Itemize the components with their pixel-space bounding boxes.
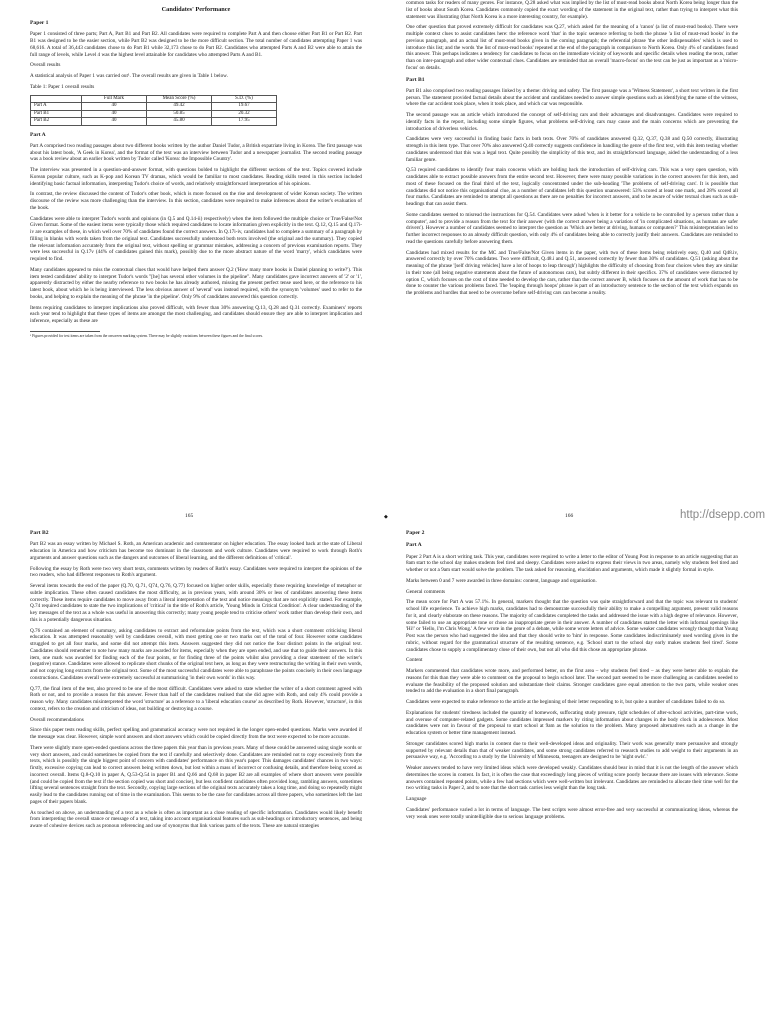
overall-results-heading: Overall results: [30, 62, 61, 69]
page-divider-mark: ◆: [384, 515, 388, 520]
partB1-heading: Part B1: [406, 76, 425, 83]
table-row: [31, 110, 277, 118]
page-paper-2: [406, 525, 738, 1020]
language-text: Candidates' performance varied a lot in terms of language. The best scripts were almost error-free and very successful at communicating ideas, whereas the very weak ones were totally unintelligible due to serious language problems.: [406, 806, 738, 820]
results-table: [30, 95, 277, 126]
partB2-paragraph: Part B2 was an essay written by Michael S. Roth, an American academic and commentator on higher education. The essay looked back at the state of Liberal education in America and how criticism has become too dominant in the classroom and work culture. Candidates were required to work through Roth's arguments and answer questions such as the dangers and outcomes of liberal learning, and the different definitions of 'critical'.: [30, 541, 362, 561]
partA-paragraph: Many candidates appeared to miss the contextual clues that would have helped them answer Q.2 ('How many more books is Daniel planning to write?'). This item tested candidates' ability to interpret Tudor's words "[he] has several other volumes in the pipeline". Many candidates gave incorrect answers of '2' or '1', apparently distracted by either the nearby reference to two books he has already authored, missing the present perfect tense used here, or the reference to his latest book, about which he is being interviewed. The less obvious answer of 'several' was instead required, with the synonym 'volumes' used to refer to the books, and helping to explain the meaning of the phrase 'in the pipeline'. Only 9% of candidates answered this question correctly.: [30, 266, 362, 300]
marks-text: Marks between 0 and 7 were awarded in three domains: content, language and organisation.: [406, 577, 597, 584]
table-cell: Part B2: [31, 118, 82, 126]
partA-paragraph: Items requiring candidates to interpret implications also proved difficult, with fewer than 30% answering Q.13, Q.28 and Q.31 correctly. Examiners' reports each year tend to highlight that these types of items are amongst the most challenging, and candidates should ensure they are able to interpret implication and inference, especially as these are: [30, 304, 362, 325]
table-cell: 45.80: [147, 118, 212, 126]
table-cell: 20.32: [212, 110, 277, 118]
partB2-paragraph: Since this paper tests reading skills, perfect spelling and grammatical accuracy were not required in the longer open-ended questions. Marks were awarded if the message was clear. However, simple word answers and short answers which could be copied directly from the text were expected to be more accurate.: [30, 727, 362, 741]
overall-results-text: A statistical analysis of Paper 1 was carried out¹. The overall results are given in Table 1 below.: [30, 73, 228, 80]
partB2-paragraph: There were slightly more open-ended questions across the three papers this year than in previous years. Many of these could be answered using single words or very short answers, and could sometimes be copied from the text if carefully and selectively done. Candidates are reminded not to copy excessively from the texts, which is possibly the single biggest point of concern with candidates' performance on this year's paper. This damages candidates' chances in two ways: firstly, excessive copying can lead to correct answers being written down, but lost within a mass of incorrect or confusing details, and therefore being scored as incorrect overall. Items Q.8-Q.10 in paper A, Q.53-Q.54 in paper B1 and Q.66 and Q.68 in paper B2 are all examples of where short answers were possible (and could be copied from the text if the section copied was short and concise), but less confident candidates often provided long, rambling answers, sometimes lifting several sentences straight from the text. Secondly, copying large sections of the original texts accurately takes a long time, and doing so repeatedly might easily lead to the candidates running out of time in the examination. This seems to be the case for candidates across all three papers, who sometimes left the last pages of their papers blank.: [30, 744, 362, 805]
partB2-paragraph: Several items towards the end of the paper (Q.70, Q.71, Q74, Q.76, Q.77) focused on higher order skills, especially those requiring knowledge of metaphor or subtle implication. These often caused candidates the most difficulty, as in previous years, with around 30% or less of candidates answering these items correctly. These items require candidates to move away from a literal interpretation of the text and notice meanings that are not explicitly stated. For example, Q.74 required candidates to state the two implications of 'critical' in the title of Roth's article, 'Young Minds in Critical Condition'. A clear understanding of the key messages of the text as a whole was useful in answering this correctly; many young people tend to criticise others' work rather than develop their own, and this is a potentially dangerous situation.: [30, 583, 362, 623]
table-cell: Part B1: [31, 110, 82, 118]
content-paragraph: Explanations for students' tiredness included the quantity of homework, suffocating study pressure, tight schedules of after-school activities, part-time work, and overuse of computer-related gadgets. Some candidates impressed markers by citing information about changes in the body clock in adolescence. Most candidates were not in favour of the proposal to start school at 9am as the solution to the problem. Many proposed alternatives such as a change in the education system or better time management instead.: [406, 709, 738, 737]
footnote-rule: [30, 331, 100, 332]
language-heading: Language: [406, 796, 427, 803]
report-title: Candidates' Performance: [161, 6, 231, 13]
page-part-b2: [30, 525, 362, 1020]
recommendations-heading: Overall recommendations: [30, 716, 84, 723]
partB1-paragraph: Candidates were very successful in finding basic facts in both texts. Over 70% of candidates answered Q.32, Q.37, Q.38 and Q.50 correctly, illustrating strength in this item type. That over 70% also answered Q.40 correctly suggests confidence in handling the genre of the first text, with this item testing whether candidates understood that this was a legal text. Quite possibly the simplicity of this text, and its straightforward language, aided the understanding of a less familiar genre.: [406, 136, 738, 163]
content-heading: Content: [406, 657, 423, 664]
footnote: ¹ Figures provided for test items are taken from the onscreen marking system. There may be slightly variations between these figures and the final scores.: [30, 333, 264, 338]
table-cell: 17.95: [212, 118, 277, 126]
partB1-paragraph: Some candidates seemed to misread the instructions for Q.54. Candidates were asked 'when is it better for a vehicle to be controlled by a person rather than a computer', and to provide a reason from the text for their answer (with the correct answer being a variation of 'in complicated situations, as humans are safer drivers'). However a number of candidates seemed to interpret the question as 'Which are better at driving, humans or computers?' This misinterpretation led to further incorrect responses to an already difficult question, with only 4% of candidates being able to correctly justify their answers. Candidates are reminded to read the questions carefully before answering them.: [406, 211, 738, 245]
table-header-cell: Mean Score (%): [147, 95, 212, 103]
table-header-cell: [31, 95, 82, 103]
general-comments-heading: General comments: [406, 588, 446, 595]
partB1-paragraph: Part B1 also comprised two reading passages linked by a theme: driving and safety. The first passage was a 'Witness Statement', a short text written in the first person. The statement provided factual details about the accident and candidates needed to answer simple questions such as identifying the name of the witness, where the car accident took place, when it took place, and which car was responsible.: [406, 87, 738, 108]
table-cell: 40: [82, 110, 147, 118]
paper1-heading: Paper 1: [30, 20, 49, 27]
table-cell: 49.42: [147, 103, 212, 111]
partA-paragraph: Candidates were able to interpret Tudor's words and opinions (in Q.5 and Q.14-ii) respectively) when the item followed the multiple choice or True/False/Not Given format. Some of the easiest items were typically those which required candidates to locate information given explicitly in the text. Q.12, Q.15 and Q.17i-iv are examples of these, in which well over 70% of candidates found the correct answers. In Q.17i-iv, candidates had to complete a summary of a paragraph by filling in blanks with words taken from the original text. Candidates successfully understood both texts involved (the original and the summary). They copied the relevant information accurately from the original text, without spelling or grammar mistakes, addressing a concern of previous examination reports. They were less successful in Q.17v (44% of candidates gained this mark), possibly due to the more abstract nature of the word 'marry', which candidates were required to find.: [30, 215, 362, 263]
partA-heading: Part A: [30, 131, 46, 138]
table-header-row: [31, 95, 277, 103]
partB1-paragraph: Q.53 required candidates to identify four main concerns which are holding back the introduction of self-driving cars. This was a very open question, with candidates able to extract possible answers from the entire second text. However, there were many possible variations in the correct answers for this item, and most of these focused on the final third of the text, logically concentrated under the sub-heading 'The problems of self-driving cars'. It is possible that candidates did not notice this organisational clue, as a number of candidates left this question unanswered: 53% scored at least one mark, and 28% scored all four marks. Candidates are reminded to attempt all questions as there are no penalties for incorrect answers, and to be aware of wider textual clues such as sub-headings that can assist them.: [406, 167, 738, 208]
partB2-paragraph: Q.76 contained an element of summary, asking candidates to extract and reformulate points from the text, which was a short comment criticising liberal education. It was attempted reasonably well by candidates overall, with most getting one or two marks out of the total of four. However some candidates struggled to get all four marks, and some did not attempt this item. Answers suggested they did not notice the four distinct points in the original text. Candidates should remember to note how many marks are awarded for items, especially when they are open ended, and use that to guide their answers. In this item, one mark was awarded for finding each of the four points, or for finding three of the points whilst also providing a clear statement of the writer's (negative) stance. Candidates were allowed to replicate short chunks of the original text here, as long as they were restructuring the writing in their own words, and not copying long extracts from the original text. Some of the most successful candidates were able to paraphrase the points concisely in their own language constructions. Candidates overall were extremely successful at summarising 'in their own words' in this way.: [30, 627, 362, 681]
partA-paragraph: The interview was presented in a question-and-answer format, with questions bolded to highlight the different sections of the text. Topics covered include Korean popular culture, such as K-pop and Korean TV dramas, which would be familiar to most candidates. Reading skills tested in this section included identifying basic factual information, interpreting Tudor's choice of words, and relatively straightforward interpretation of his opinions.: [30, 167, 362, 187]
content-paragraph: Weaker answers tended to have very limited ideas which were developed weakly. Candidates should bear in mind that it is not the length of the answer which determines the scores in content. In fact, it is often the case that exceedingly long pieces of writing score poorly because there are issues with relevance. Some answers contained repeated points, while a few had sections which were well-written but irrelevant. Candidates are reminded to allocate their time well for the two writing tasks in Paper 2, and to note that the short task carries less weight than the long task.: [406, 765, 738, 792]
partB2-heading: Part B2: [30, 530, 49, 536]
paper2-intro: Paper 2 Part A is a short writing task. This year, candidates were required to write a letter to the editor of Young Post in response to an article suggesting that an 8am start to the school day makes students feel tired and sleepy. Candidates were asked to express their views in two areas, namely why students feel tired and whether or not a 9am start would solve the problem. The task asked for reasoning, elucidation and arguments, which made it slightly formal in style.: [406, 553, 738, 574]
continuation-paragraph: common tasks for readers of many genres. For instance, Q.28 asked what was implied by the list of must-read books about North Korea being longer than the list of books about South Korea. Candidates commonly copied the exact wording of the statement in the original text, rather than trying to interpret what this statement was illustrating (that North Korea is a more interesting country, for example).: [406, 0, 738, 20]
partB1-paragraph: Candidates had mixed results for the MC and True/False/Not Given items in the paper, with two of these items being relatively easy, Q.40 and Q48.iv, answered correctly by over 70% candidates. Two were difficult, Q.48.i and Q.51, answered correctly by fewer than 30% of candidates. Q.51 (asking about the meaning of the phrase '[self driving vehicles] have a lot of hoops to leap through') highlights the difficulty of choosing from four choices when they are similar in their tone (all being negative statements about the future of autonomous cars), but subtly different in their specifics. 37% of candidates were distracted by option C, which focuses on the cost of time needed to develop the cars, rather than the correct answer B, which focuses on the amount of work that has to be done to counter the various problems faced. The 'leaping through hoops' phrase is part of an introductory sentence to the section of the text which expands on the problems and hurdles that need to be overcome before self-driving cars can become a reality.: [406, 249, 738, 297]
canon-paragraph: One other question that proved extremely difficult for candidates was Q.27, which asked for the meaning of a 'canon' (a list of must-read books). There were multiple context clues to assist candidates here: the reference word 'that' in the topic sentence referring to both the phrase 'a list of must-read books' in the previous paragraph, and an actual list of must-read books given in the coming paragraph; the referential phrase 'the other indispensables' which is used to introduce this list; and the words 'the list of must-read books' repeated at the end of the paragraph in comparison to North Korea. Only 4% of candidates found this answer. This perhaps indicates a tendency for candidates to focus on the immediate vicinity of keywords and specific details when reading the texts, rather than on inter-paragraph and other wider contextual clues. Candidates are reminded that an overall 'macro-focus' on the text can be just as important as a 'micro-focus' on details.: [406, 24, 738, 71]
table-cell: 40: [82, 118, 147, 126]
page-number-165: 165: [185, 513, 194, 519]
partA-paragraph: Part A comprised two reading passages about two different books written by the author Daniel Tudor, a British expatriate living in Korea. The first passage was about his latest book, 'A Geek in Korea', and the format of the text was an interview between Tudor and a newspaper journalist. The second reading passage was a book review about an earlier book written by Tudor called 'Korea: the Impossible Country'.: [30, 142, 362, 163]
table-row: [31, 103, 277, 111]
content-paragraph: Markers commented that candidates wrote more, and performed better, on the first area – why students feel tired – as they were better able to explain the reasons for this than they were able to comment on the proposal to begin school later. The second part seemed to be more challenging as candidates needed to evaluate the feasibility of the proposed solution and substantiate their claims. Stronger candidates gave equal attention to the two parts, while weaker ones tended to add the evaluation in a short final paragraph.: [406, 668, 738, 695]
table-row: [31, 118, 277, 126]
table-header-cell: S.D. (%): [212, 95, 277, 103]
partB2-paragraph: Following the essay by Roth were two very short texts, comments written by readers of Roth's essay. Candidates were required to interpret the opinions of the two readers, who had different responses to Roth's argument.: [30, 565, 362, 579]
paper2-partA-heading: Part A: [406, 542, 422, 549]
table-cell: 40: [82, 103, 147, 111]
table-cell: 50.85: [147, 110, 212, 118]
partB1-paragraph: The second passage was an article which introduced the concept of self-driving cars and their advantages and disadvantages. Candidates were required to identify facts in the report, including some simple figures, what problems self-driving cars may cause and the main concerns which are preventing the introduction of driverless vehicles.: [406, 112, 738, 132]
page-number-166: 166: [565, 513, 574, 519]
paper2-heading: Paper 2: [406, 530, 425, 536]
paper1-intro: Paper 1 consisted of three parts; Part A, Part B1 and Part B2. All candidates were required to complete Part A and then choose either Part B1 or Part B2. Part B1 was designed to be the easier section, while Part B2 was designed to be the more difficult section. The total number of candidates attempting Paper 1 was 68,616. A total of 36,443 candidates chose to do Part B1 while 32,173 chose to do Part B2. Candidates who attempted Parts A and B2 were able to attain the full range of levels, while Level 4 was the highest level attainable for candidates who attempted Parts A and B1.: [30, 31, 362, 58]
partB2-paragraph: As touched on above, an understanding of a text as a whole is often as important as a close reading of specific information. Candidates would likely benefit from interpreting the overall stance or message of a text, taking into account organisational features such as sub-headings or introductory sentences, and being aware of cohesive devices such as pronoun referencing and use of synonyms that link various parts of the texts. These are natural strategies: [30, 809, 362, 830]
table-cell: Part A: [31, 103, 82, 111]
content-paragraph: Stronger candidates scored high marks in content due to their well-developed ideas and originality. Their work was generally more persuasive and strongly supported by relevant details than that of weaker candidates, and some strong candidates referred to research studies to add weight to their arguments in an persuasive way, e.g. 'According to a study by the University of Minnesota, teenagers are designed to be 'night owls'.': [406, 740, 738, 761]
general-comments-text: The mean score for Part A was 57.1%. In general, markers thought that the question was quite straightforward and that the topic was relevant to students' school life experience. To achieve high marks, candidates had to demonstrate successfully their ability to make a compelling argument, present valid reasons for it, and clearly elaborate on these reasons. The majority of candidates completed the tasks and addressed the issue with a high degree of relevance. However, some failed to use an appropriate tone or chose an inappropriate genre in their answer. A number of candidates started the letter with informal openings like 'Hi!' or 'Hello, I'm Chris Wong.' A few wrote in the genre of a debate, while some wrote letters of advice. Some weaker candidates wrongly thought that Young Post was the person who had suggested the idea and that they should write to 'him' in response. Some candidates indiscriminately used wording given in the rubric, without regard for the grammatical structure of the resulting sentence, e.g. 'School start to the school day early makes students feel tired'. Some candidates chose to supply a complimentary close of their own, but not all who did this chose an appropriate phrase.: [406, 599, 738, 653]
site-watermark: http://dsepp.com: [680, 509, 766, 521]
table-header-cell: Full Mark: [82, 95, 147, 103]
table-cell: 19.67: [212, 103, 277, 111]
content-paragraph: Candidates were expected to make reference to the article at the beginning of their letter responding to it, but quite a number of candidates failed to do so.: [406, 699, 726, 706]
page-166: [406, 0, 738, 505]
page-165: [30, 6, 362, 511]
partA-paragraph: In contrast, the review discussed the content of Tudor's other book, which is more focused on the rise and development of wider Korean society. The written discourse of the review was more challenging than the interview. In this section, candidates were required to make inferences about the writer's evaluation of the book.: [30, 191, 362, 211]
partB2-paragraph: Q.77, the final item of the test, also proved to be one of the most difficult. Candidates were asked to state whether the writer of a short comment agreed with Roth or not, and to provide a reason for this answer. Fewer than half of the candidates realised that she did agree with Roth, and only 4% could provide a reason why. Many candidates misinterpreted the word 'structure' as a reference to a 'liberal education course' as described by Roth. However, 'structure', in this context, refers to the creation and criticism of ideas, not building or destroying a course.: [30, 685, 362, 712]
table-caption: Table 1: Paper 1 overall results: [30, 83, 95, 90]
